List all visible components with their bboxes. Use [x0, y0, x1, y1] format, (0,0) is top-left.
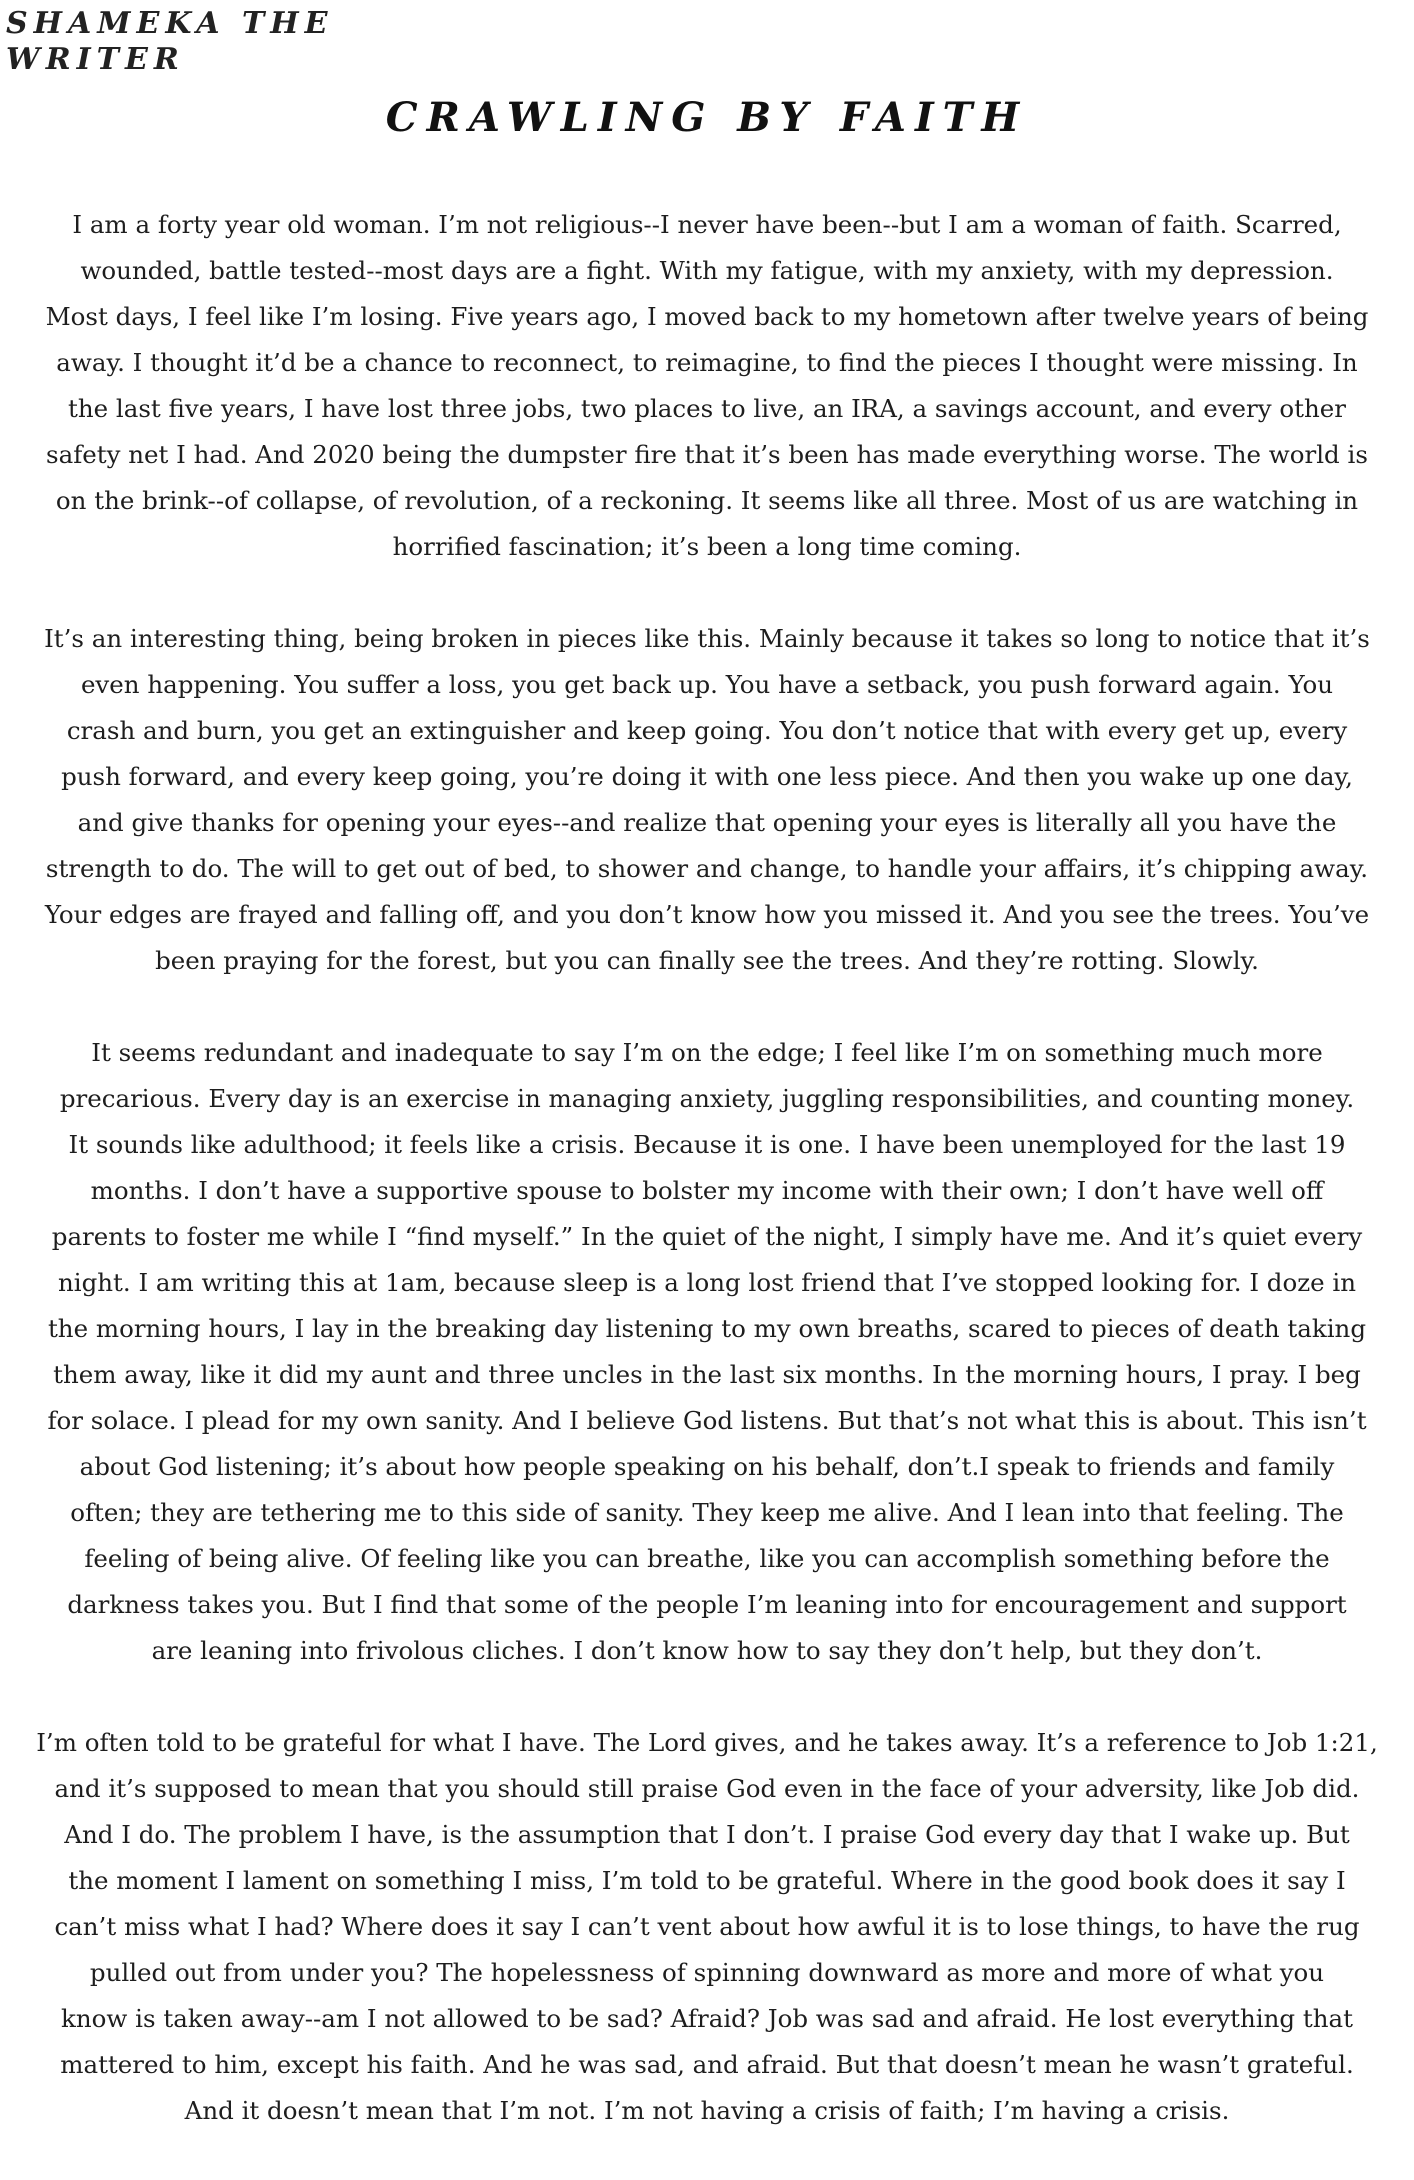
paragraph-4: I’m often told to be grateful for what I have. The Lord gives, and he takes away. It’s a reference to Job 1:21, and it’s supposed to mean that you should still praise God even in the face of your adversity, like Job did. And I do. The problem I have, is the assumption that I don’t. I praise God every day that I wake up. But the moment I lament on something I miss, I’m told to be grateful. Where in the good book does it say I can’t miss what I had? Where does it say I can’t vent about how awful it is to lose things, to have the rug pulled out from under you? The hopelessness of spinning downward as more and more of what you know is taken away--am I not allowed to be sad? Afraid? Job was sad and afraid. He lost everything that mattered to him, except his faith. And he was sad, and afraid. But that doesn’t mean he wasn’t grateful. And it doesn’t mean that I’m not. I’m not having a crisis of faith; I’m having a crisis. — [36, 1728, 1378, 2125]
paragraph-1: I am a forty year old woman. I’m not religious--I never have been--but I am a woman of faith. Scarred, wounded, battle tested--most days are a fight. With my fatigue, with my anxiety, with my depression. Most days, I feel like I’m losing. Five years ago, I moved back to my hometown after twelve years of being away. I thought it’d be a chance to reconnect, to reimagine, to find the pieces I thought were missing. In the last five years, I have lost three jobs, two places to live, an IRA, a savings account, and every other safety net I had. And 2020 being the dumpster fire that it’s been has made everything worse. The world is on the brink--of collapse, of revolution, of a reckoning. It seems like all three. Most of us are watching in horrified fascination; it’s been a long time coming. — [45, 210, 1369, 561]
essay-body — [2, 156, 1412, 2180]
author-byline: SHAMEKA THE WRITER — [6, 6, 334, 77]
paragraph-2: It’s an interesting thing, being broken in pieces like this. Mainly because it takes so long to notice that it’s even happening. You suffer a loss, you get back up. You have a setback, you push forward again. You crash and burn, you get an extinguisher and keep going. You don’t notice that with every get up, every push forward, and every keep going, you’re doing it with one less piece. And then you wake up one day, and give thanks for opening your eyes--and realize that opening your eyes is literally all you have the strength to do. The will to get out of bed, to shower and change, to handle your affairs, it’s chipping away. Your edges are frayed and falling off, and you don’t know how you missed it. And you see the trees. You’ve been praying for the forest, but you can finally see the trees. And they’re rotting. Slowly. — [44, 624, 1370, 975]
paragraph-3: It seems redundant and inadequate to say I’m on the edge; I feel like I’m on something much more precarious. Every day is an exercise in managing anxiety, juggling responsibilities, and counting money. It sounds like adulthood; it feels like a crisis. Because it is one. I have been unemployed for the last 19 months. I don’t have a supportive spouse to bolster my income with their own; I don’t have well off parents to foster me while I “find myself.” In the quiet of the night, I simply have me. And it’s quiet every night. I am writing this at 1am, because sleep is a long lost friend that I’ve stopped looking for. I doze in the morning hours, I lay in the breaking day listening to my own breaths, scared to pieces of death taking them away, like it did my aunt and three uncles in the last six months. In the morning hours, I pray. I beg for solace. I plead for my own sanity. And I believe God listens. But that’s not what this is about. This isn’t about God listening; it’s about how people speaking on his behalf, don’t.I speak to friends and family often; they are tethering me to this side of sanity. They keep me alive. And I lean into that feeling. The feeling of being alive. Of feeling like you can breathe, like you can accomplish something before the darkness takes you. But I find that some of the people I’m leaning into for encouragement and support are leaning into frivolous cliches. I don’t know how to say they don’t help, but they don’t. — [47, 1038, 1367, 1665]
essay-title: CRAWLING BY FAITH — [385, 94, 1029, 141]
